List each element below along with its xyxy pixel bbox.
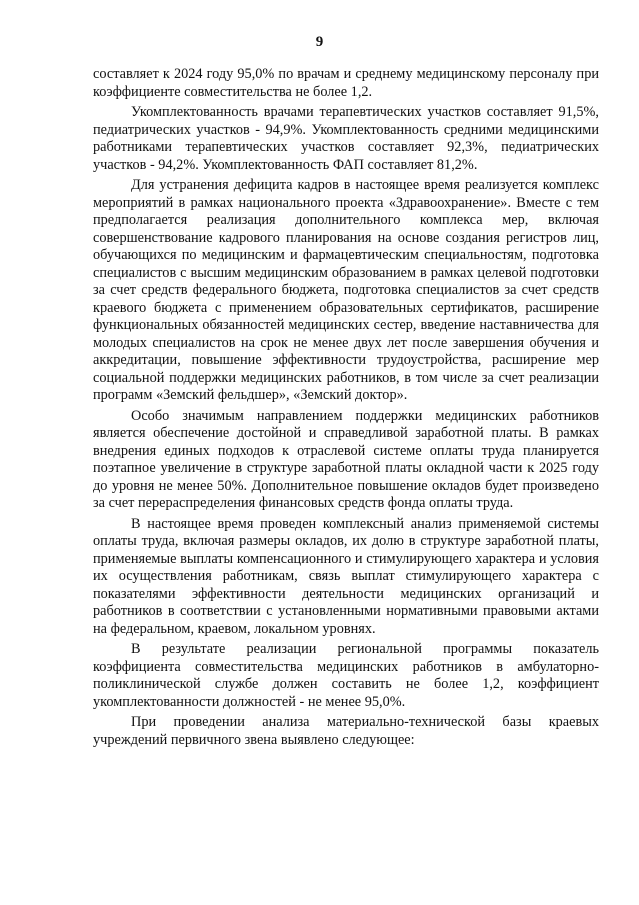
- page-number: 9: [315, 34, 324, 50]
- paragraph-staff-shortage-measures: Для устранения дефицита кадров в настоящее время реализуется комплекс мероприятий в рамках национального проекта «Здравоохранение». Вместе с тем предполагается реализация дополнительного комплекса мер, включая совершенствование кадрового планирования на основе создания регистров лиц, обучающихся по медицинским и фармацевтическим специальностям, подготовка специалистов с высшим медицинским образованием в рамках целевой подготовки за счет средств федерального бюджета, подготовка специалистов за счет средств краевого бюджета с применением образовательных сертификатов, расширение функциональных обязанностей медицинских сестер, введение наставничества для молодых специалистов на срок не менее двух лет после завершения обучения и аккредитации, повышение эффективности трудоустройства, расширение мер социальной поддержки медицинских работников, в том числе за счет реализации программ «Земский фельдшер», «Земский доктор».: [93, 177, 599, 403]
- paragraph-staffing-rates: Укомплектованность врачами терапевтических участков составляет 91,5%, педиатрических участков - 94,9%. Укомплектованность средними медицинскими работниками терапевтических участков составляет 92,3%, педиатрических участков - 94,2%. Укомплектованность ФАП составляет 81,2%.: [93, 104, 599, 173]
- paragraph-pay-system-analysis: В настоящее время проведен комплексный анализ применяемой системы оплаты труда, включая размеры окладов, их долю в структуре заработной платы, применяемые выплаты компенсационного и стимулирующего характера и условия их осуществления работникам, связь выплат стимулирующего характера с показателями эффективности деятельности медицинских организаций и работников в соответствии с установленными нормативными правовыми актами на федеральном, краевом, локальном уровнях.: [93, 515, 599, 637]
- paragraph-program-results: В результате реализации региональной программы показатель коэффициента совместительства медицинских работников в амбулаторно-поликлинической службе должен составить не более 1,2, коэффициент укомплектованности должностей - не менее 95,0%.: [93, 641, 599, 710]
- paragraph-continuation: составляет к 2024 году 95,0% по врачам и среднему медицинскому персоналу при коэффициенте совместительства не более 1,2.: [93, 66, 599, 100]
- document-body: [93, 66, 599, 749]
- paragraph-salary-support: Особо значимым направлением поддержки медицинских работников является обеспечение достойной и справедливой заработной платы. В рамках внедрения единых подходов к отраслевой системе оплаты труда планируется поэтапное увеличение в структуре заработной платы окладной части к 2025 году до уровня не менее 50%. Дополнительное повышение окладов будет произведено за счет перераспределения финансовых средств фонда оплаты труда.: [93, 407, 599, 511]
- paragraph-infrastructure-analysis: При проведении анализа материально-технической базы краевых учреждений первичного звена выявлено следующее:: [93, 714, 599, 748]
